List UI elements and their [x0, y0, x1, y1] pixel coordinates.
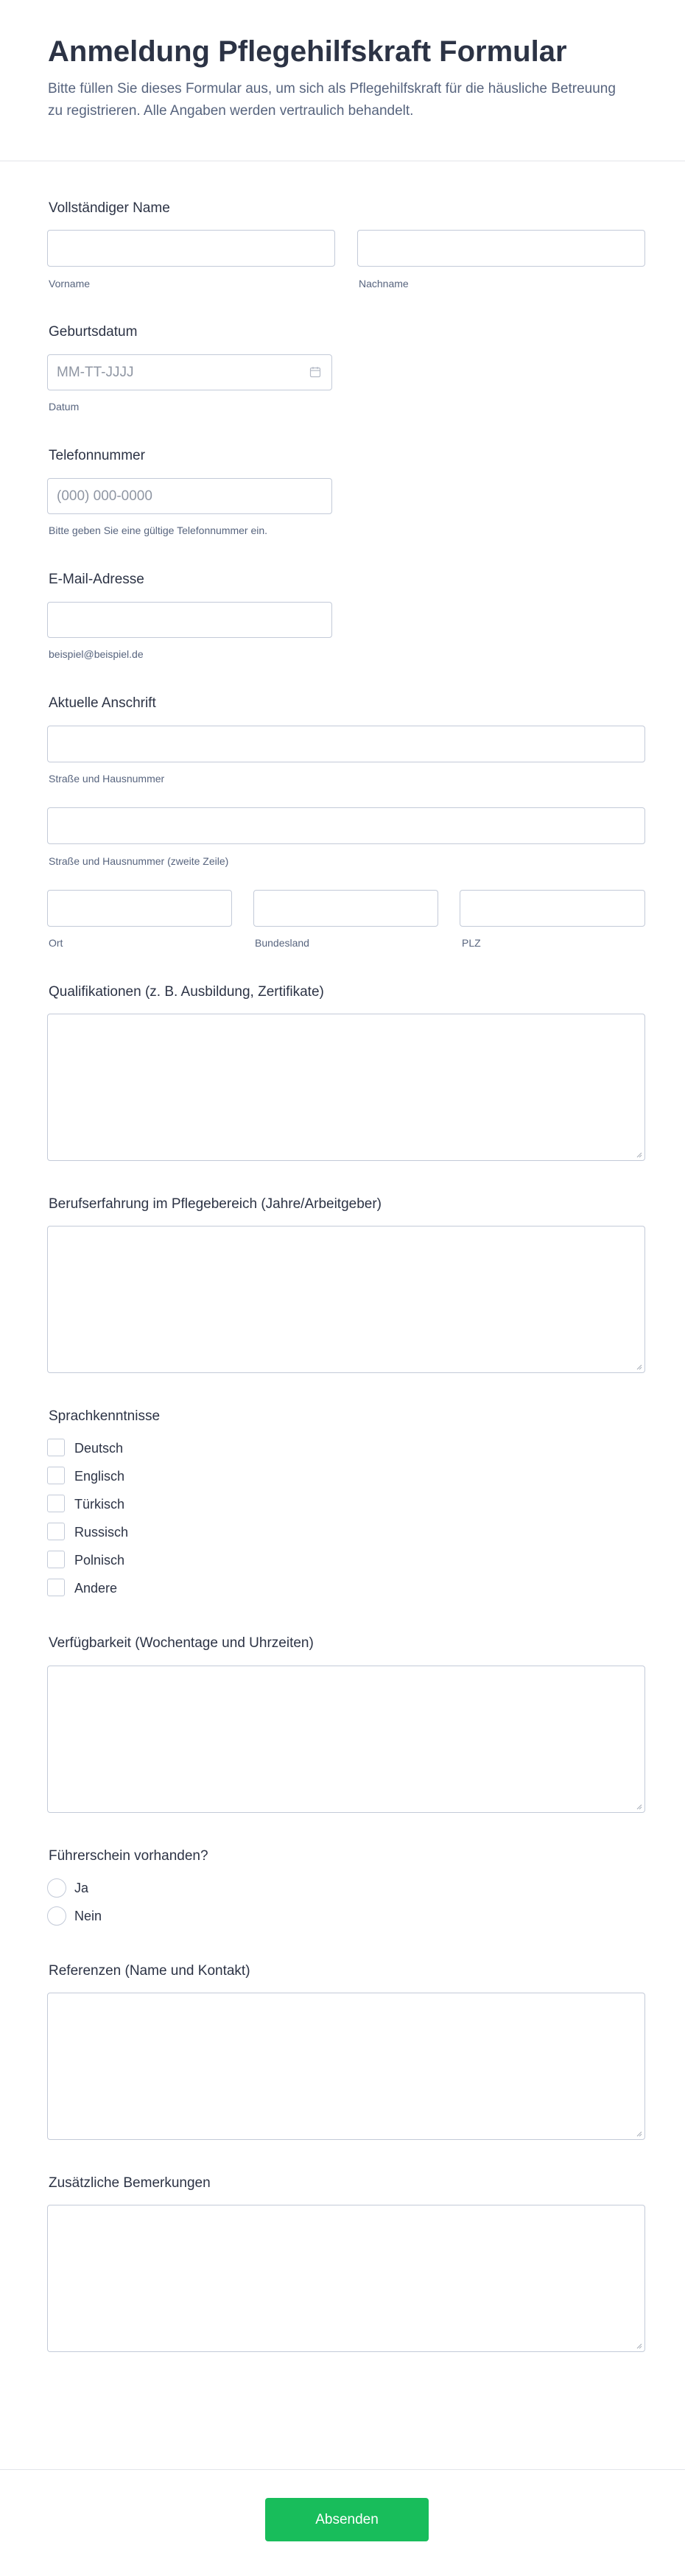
city-sublabel: Ort: [49, 937, 63, 949]
submit-button[interactable]: Absenden: [265, 2498, 429, 2541]
phone-label: Telefonnummer: [49, 448, 145, 463]
option-label: Ja: [74, 1881, 89, 1895]
street2-input[interactable]: [47, 807, 645, 844]
birthdate-sublabel: Datum: [49, 401, 80, 413]
experience-label: Berufserfahrung im Pflegebereich (Jahre/Arbeitgeber): [49, 1196, 382, 1212]
languages-label: Sprachkenntnisse: [49, 1408, 161, 1424]
references-label: Referenzen (Name und Kontakt): [49, 1963, 250, 1979]
page-title: Anmeldung Pflegehilfskraft Formular: [48, 35, 567, 68]
phone-input[interactable]: [47, 478, 332, 514]
full-name-label: Vollständiger Name: [49, 200, 170, 216]
phone-placeholder: (000) 000-0000: [57, 488, 152, 504]
zip-input[interactable]: [460, 890, 645, 927]
option-label: Polnisch: [74, 1553, 125, 1568]
references-textarea[interactable]: [47, 1993, 645, 2140]
option-label: Nein: [74, 1909, 102, 1923]
phone-sublabel: Bitte geben Sie eine gültige Telefonnummer ein.: [49, 524, 268, 536]
birthdate-placeholder: MM-TT-JJJJ: [57, 365, 134, 380]
city-input[interactable]: [47, 890, 232, 927]
calendar-icon[interactable]: [309, 366, 321, 378]
remarks-label: Zusätzliche Bemerkungen: [49, 2175, 211, 2191]
page-subtitle: Bitte füllen Sie dieses Formular aus, um sich als Pflegehilfskraft für die häusliche Betreuung zu registrieren. Alle Angaben werden vertraulich behandelt.: [48, 81, 616, 119]
option-label: Englisch: [74, 1469, 125, 1484]
last-name-sublabel: Nachname: [359, 278, 409, 289]
radio-button[interactable]: [47, 1878, 66, 1898]
address-label: Aktuelle Anschrift: [49, 695, 156, 711]
first-name-sublabel: Vorname: [49, 278, 91, 289]
form-header: [0, 0, 685, 161]
resize-grip-icon[interactable]: [635, 1363, 642, 1370]
availability-textarea[interactable]: [47, 1666, 645, 1813]
form-footer: [0, 2469, 685, 2576]
remarks-textarea[interactable]: [47, 2205, 645, 2352]
resize-grip-icon[interactable]: [635, 2342, 642, 2349]
email-sublabel: beispiel@beispiel.de: [49, 648, 144, 660]
last-name-input[interactable]: [357, 230, 645, 267]
email-label: E-Mail-Adresse: [49, 572, 144, 587]
option-label: Andere: [74, 1581, 118, 1596]
qualifications-label: Qualifikationen (z. B. Ausbildung, Zertifikate): [49, 984, 324, 1000]
birthdate-label: Geburtsdatum: [49, 324, 138, 340]
first-name-input[interactable]: [47, 230, 335, 267]
checkbox[interactable]: [47, 1467, 65, 1484]
state-sublabel: Bundesland: [255, 937, 309, 949]
checkbox[interactable]: [47, 1579, 65, 1596]
checkbox[interactable]: [47, 1495, 65, 1512]
resize-grip-icon[interactable]: [635, 1151, 642, 1158]
checkbox[interactable]: [47, 1439, 65, 1456]
zip-sublabel: PLZ: [462, 937, 481, 949]
license-label: Führerschein vorhanden?: [49, 1848, 208, 1864]
resize-grip-icon[interactable]: [635, 1803, 642, 1810]
birthdate-input[interactable]: [47, 354, 332, 390]
checkbox[interactable]: [47, 1551, 65, 1568]
street1-input[interactable]: [47, 726, 645, 762]
street2-sublabel: Straße und Hausnummer (zweite Zeile): [49, 855, 229, 867]
option-label: Russisch: [74, 1525, 129, 1540]
email-input[interactable]: [47, 602, 332, 638]
availability-label: Verfügbarkeit (Wochentage und Uhrzeiten): [49, 1635, 314, 1651]
state-input[interactable]: [253, 890, 438, 927]
option-label: Deutsch: [74, 1441, 124, 1456]
option-label: Türkisch: [74, 1497, 125, 1512]
street1-sublabel: Straße und Hausnummer: [49, 773, 165, 785]
qualifications-textarea[interactable]: [47, 1014, 645, 1161]
resize-grip-icon[interactable]: [635, 2130, 642, 2137]
radio-button[interactable]: [47, 1906, 66, 1926]
checkbox[interactable]: [47, 1523, 65, 1540]
experience-textarea[interactable]: [47, 1226, 645, 1373]
